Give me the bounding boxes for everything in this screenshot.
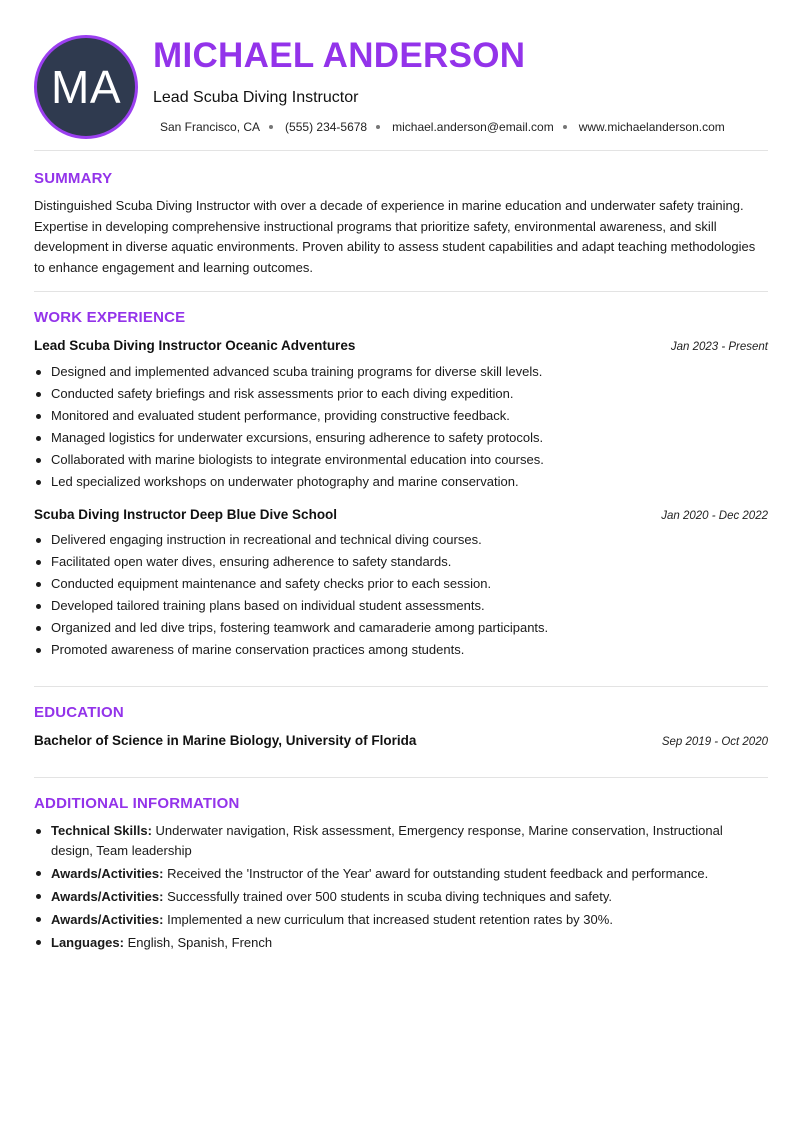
info-label: Languages: [51,934,124,950]
info-label: Technical Skills: [51,823,152,838]
list-item [34,864,768,884]
contact-email: michael.anderson@email.com [392,120,554,134]
list-item: Conducted safety briefings and risk assessments prior to each diving expedition. [34,383,768,405]
education-date: Sep 2019 - Oct 2020 [661,736,768,748]
list-item: Monitored and evaluated student performance, providing constructive feedback. [34,405,768,427]
list-item: Collaborated with marine biologists to integrate environmental education into courses. [34,449,768,471]
list-item: Facilitated open water dives, ensuring adherence to safety standards. [34,551,768,573]
education-heading: EDUCATION [34,704,124,721]
resume-page [34,0,768,950]
job-date: Jan 2023 - Present [670,341,768,353]
info-label: Awards/Activities: [51,865,164,881]
info-label: Awards/Activities: [51,911,164,927]
job-role: Lead Scuba Diving Instructor Oceanic Adventures [34,338,356,353]
job-title: Lead Scuba Diving Instructor [153,89,359,106]
list-item [34,910,768,930]
divider [34,686,768,687]
separator-dot [376,125,380,129]
job-role: Scuba Diving Instructor Deep Blue Dive School [34,507,338,522]
job-date: Jan 2020 - Dec 2022 [661,510,768,522]
contact-website: www.michaelanderson.com [578,120,725,134]
list-item [34,887,768,907]
list-item: Designed and implemented advanced scuba training programs for diverse skill levels. [34,361,768,383]
contact-line [160,120,725,134]
divider [34,777,768,778]
info-text: Underwater navigation, Risk assessment, Emergency response, Marine conservation, Instructional design, Team leadership [51,823,723,858]
avatar: MA [34,35,138,139]
candidate-name: MICHAEL ANDERSON [153,36,526,75]
job-header [34,507,768,522]
contact-phone: (555) 234-5678 [285,120,368,134]
info-text: Implemented a new curriculum that increased student retention rates by 30%. [163,911,613,927]
work-experience-heading: WORK EXPERIENCE [34,309,186,326]
resume-header [34,0,768,150]
job-bullet-list [34,529,768,661]
info-text: Received the 'Instructor of the Year' award for outstanding student feedback and performance. [163,865,709,881]
separator-dot [269,125,273,129]
job-bullet-list [34,361,768,493]
list-item: Led specialized workshops on underwater photography and marine conservation. [34,471,768,493]
divider [34,150,768,151]
list-item [34,933,768,953]
list-item: Conducted equipment maintenance and safety checks prior to each session. [34,573,768,595]
list-item [34,821,768,860]
summary-text: Distinguished Scuba Diving Instructor with over a decade of experience in marine education and underwater safety training. Expertise in developing comprehensive instructional programs that prioritize safety, environmental awareness, and skill development in diverse aquatic environments. Proven ability to assess student capabilities and adapt teaching methodologies to enhance engagement and learning outcomes. [34,198,756,275]
list-item: Managed logistics for underwater excursions, ensuring adherence to safety protocols. [34,427,768,449]
list-item: Developed tailored training plans based on individual student assessments. [34,595,768,617]
summary-heading: SUMMARY [34,170,113,187]
list-item: Promoted awareness of marine conservation practices among students. [34,639,768,661]
info-label: Awards/Activities: [51,888,164,904]
additional-info-list [34,821,768,956]
info-text: English, Spanish, French [123,934,273,950]
degree: Bachelor of Science in Marine Biology, University of Florida [34,733,417,748]
info-text: Successfully trained over 500 students in scuba diving techniques and safety. [163,888,612,904]
divider [34,291,768,292]
job-header [34,338,768,353]
education-entry [34,733,768,748]
list-item: Organized and led dive trips, fostering teamwork and camaraderie among participants. [34,617,768,639]
list-item: Delivered engaging instruction in recreational and technical diving courses. [34,529,768,551]
separator-dot [563,125,567,129]
contact-location: San Francisco, CA [160,120,261,134]
additional-info-heading: ADDITIONAL INFORMATION [34,795,240,812]
